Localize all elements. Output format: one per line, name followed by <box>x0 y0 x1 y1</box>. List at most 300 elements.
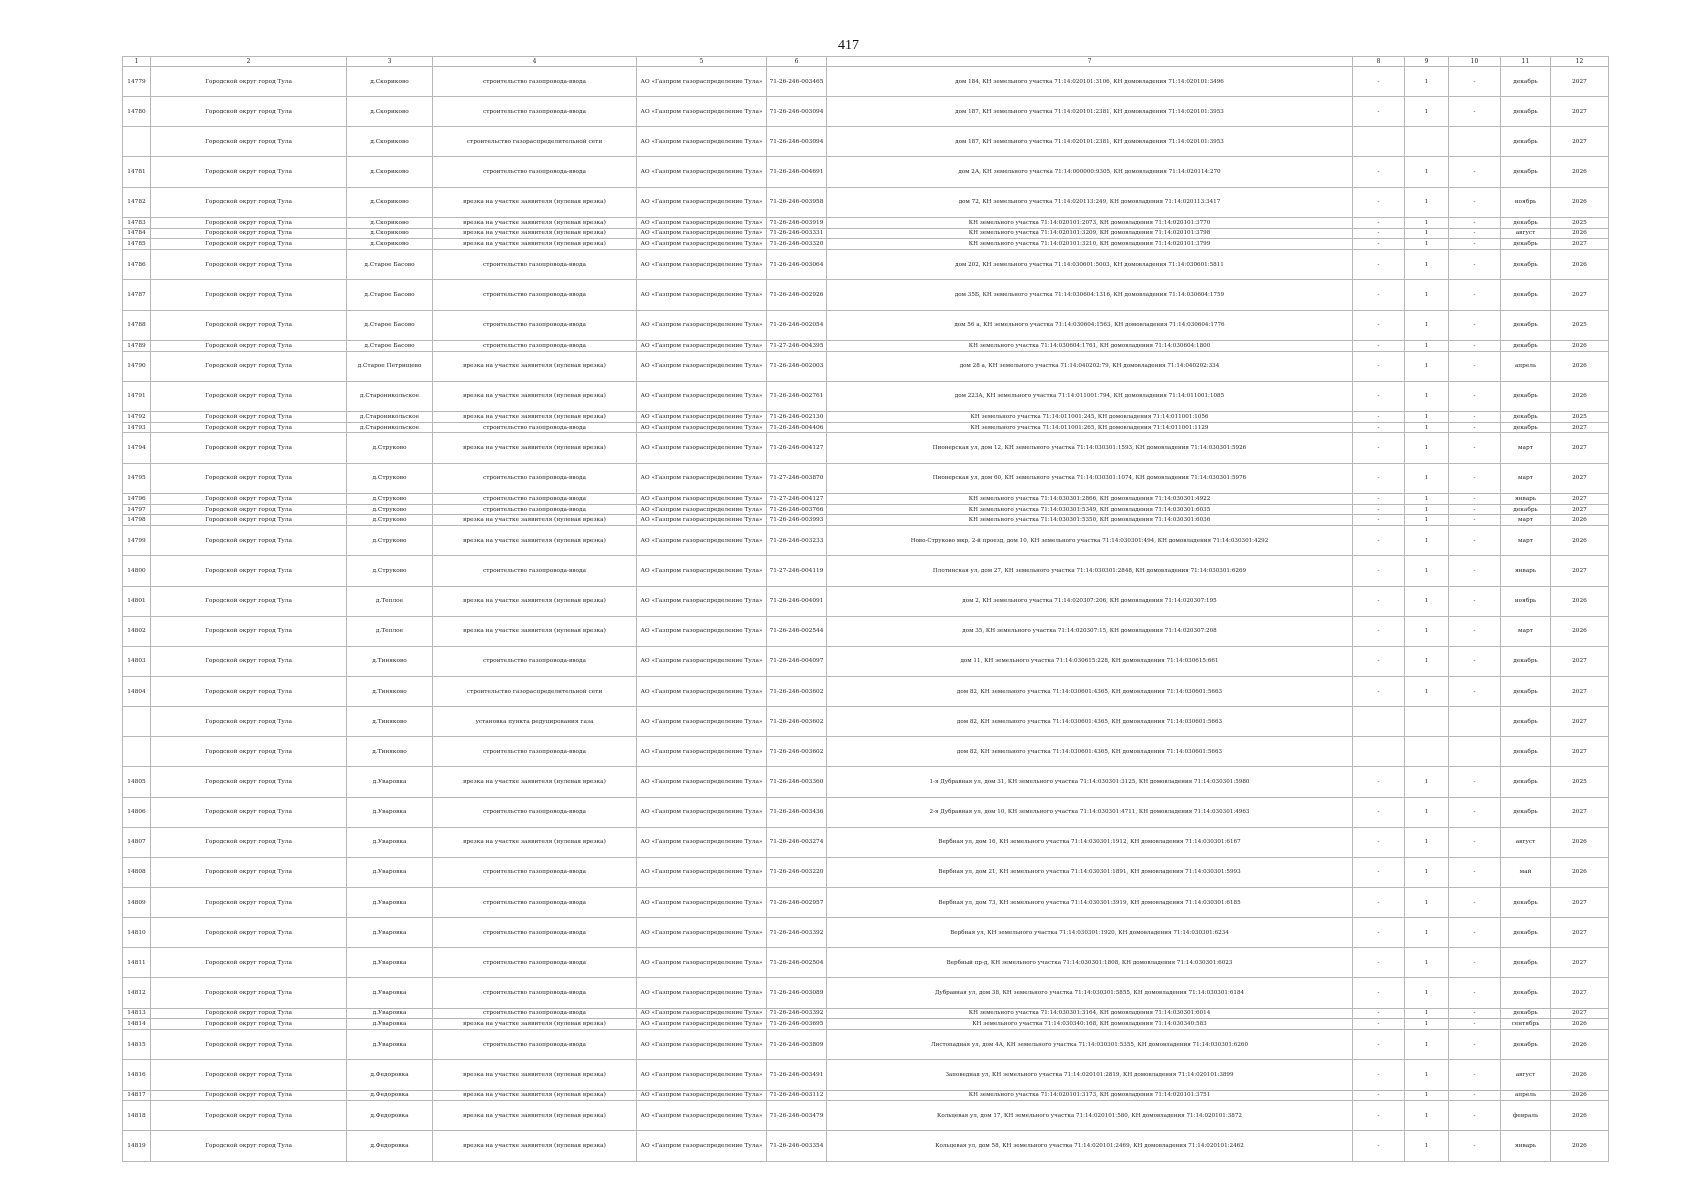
row-number-cell: 14806 <box>123 797 151 827</box>
col9-cell: 1 <box>1405 411 1449 422</box>
row-number-cell: 14783 <box>123 217 151 228</box>
district-cell: Городской округ город Тула <box>151 1060 347 1090</box>
application-code-cell: 71-26-246-004406 <box>767 422 827 433</box>
company-cell: АО «Газпром газораспределение Тула» <box>637 616 767 646</box>
month-cell: декабрь <box>1501 157 1551 187</box>
column-header: 9 <box>1405 57 1449 67</box>
year-cell: 2026 <box>1551 351 1609 381</box>
district-cell: Городской округ город Тула <box>151 433 347 463</box>
col8-cell: - <box>1353 411 1405 422</box>
month-cell: август <box>1501 1060 1551 1090</box>
month-cell: декабрь <box>1501 797 1551 827</box>
row-number-cell: 14796 <box>123 493 151 504</box>
company-cell: АО «Газпром газораспределение Тула» <box>637 767 767 797</box>
district-cell: Городской округ город Тула <box>151 67 347 97</box>
row-number-cell: 14810 <box>123 918 151 948</box>
col9-cell: 1 <box>1405 504 1449 515</box>
locality-cell: д.Федоровка <box>347 1131 433 1162</box>
locality-cell: д.Федоровка <box>347 1101 433 1131</box>
table-row <box>123 707 1609 737</box>
col9-cell: 1 <box>1405 616 1449 646</box>
application-code-cell: 71-26-246-003919 <box>767 217 827 228</box>
col10-cell: - <box>1449 978 1501 1008</box>
month-cell: ноябрь <box>1501 586 1551 616</box>
year-cell: 2027 <box>1551 127 1609 157</box>
row-number-cell: 14779 <box>123 67 151 97</box>
col10-cell: - <box>1449 493 1501 504</box>
col9-cell: 1 <box>1405 239 1449 250</box>
company-cell: АО «Газпром газораспределение Тула» <box>637 676 767 706</box>
year-cell: 2026 <box>1551 515 1609 526</box>
month-cell: декабрь <box>1501 67 1551 97</box>
col8-cell: - <box>1353 217 1405 228</box>
col9-cell: 1 <box>1405 187 1449 217</box>
month-cell: декабрь <box>1501 887 1551 917</box>
table-row <box>123 187 1609 217</box>
year-cell: 2026 <box>1551 857 1609 887</box>
col8-cell: - <box>1353 433 1405 463</box>
district-cell: Городской округ город Тула <box>151 797 347 827</box>
address-cell: Кольцевая ул, дом 17, КН земельного участка 71:14:020101:580, КН домовладения 71:14:020101:3872 <box>827 1101 1353 1131</box>
row-number-cell: 14790 <box>123 351 151 381</box>
address-cell: КН земельного участка 71:14:030301:2866, КН домовладения 71:14:030301:4922 <box>827 493 1353 504</box>
column-header: 4 <box>433 57 637 67</box>
work-type-cell: строительство газопровода-ввода <box>433 887 637 917</box>
year-cell: 2025 <box>1551 411 1609 422</box>
district-cell: Городской округ город Тула <box>151 978 347 1008</box>
col10-cell: - <box>1449 887 1501 917</box>
col10-cell: - <box>1449 1101 1501 1131</box>
locality-cell: д.Струково <box>347 515 433 526</box>
address-cell: дом 82, КН земельного участка 71:14:030601:4365, КН домовладения 71:14:030601:5663 <box>827 707 1353 737</box>
company-cell: АО «Газпром газораспределение Тула» <box>637 504 767 515</box>
month-cell: декабрь <box>1501 97 1551 127</box>
month-cell: январь <box>1501 1131 1551 1162</box>
company-cell: АО «Газпром газораспределение Тула» <box>637 340 767 351</box>
table-row <box>123 676 1609 706</box>
month-cell: декабрь <box>1501 737 1551 767</box>
locality-cell: д.Староникольское <box>347 411 433 422</box>
year-cell: 2027 <box>1551 280 1609 310</box>
work-type-cell: врезка на участке заявителя (нулевая врезка) <box>433 1131 637 1162</box>
district-cell: Городской округ город Тула <box>151 526 347 556</box>
year-cell: 2027 <box>1551 887 1609 917</box>
work-type-cell: врезка на участке заявителя (нулевая врезка) <box>433 526 637 556</box>
locality-cell: д.Струково <box>347 504 433 515</box>
application-code-cell: 71-26-246-003112 <box>767 1090 827 1101</box>
work-type-cell: установка пункта редуцирования газа <box>433 707 637 737</box>
locality-cell: д.Уваровка <box>347 827 433 857</box>
year-cell: 2027 <box>1551 707 1609 737</box>
company-cell: АО «Газпром газораспределение Тула» <box>637 187 767 217</box>
col8-cell: - <box>1353 948 1405 978</box>
address-cell: КН земельного участка 71:14:011001:265, КН домовладения 71:14:011001:1129 <box>827 422 1353 433</box>
company-cell: АО «Газпром газораспределение Тула» <box>637 1101 767 1131</box>
locality-cell: д.Федоровка <box>347 1060 433 1090</box>
application-code-cell: 71-26-246-003958 <box>767 187 827 217</box>
year-cell: 2027 <box>1551 556 1609 586</box>
col9-cell: 1 <box>1405 157 1449 187</box>
district-cell: Городской округ город Тула <box>151 1030 347 1060</box>
col10-cell: - <box>1449 646 1501 676</box>
table-row <box>123 97 1609 127</box>
col10-cell: - <box>1449 515 1501 526</box>
company-cell: АО «Газпром газораспределение Тула» <box>637 797 767 827</box>
address-cell: Ново-Струково мкр, 2-й проезд, дом 10, КН земельного участка 71:14:030301:494, КН домовладения 71:14:030301:4292 <box>827 526 1353 556</box>
year-cell: 2026 <box>1551 250 1609 280</box>
work-type-cell: строительство газопровода-ввода <box>433 504 637 515</box>
locality-cell: д.Уваровка <box>347 887 433 917</box>
col8-cell: - <box>1353 515 1405 526</box>
table-row <box>123 827 1609 857</box>
work-type-cell: строительство газопровода-ввода <box>433 1030 637 1060</box>
col10-cell: - <box>1449 310 1501 340</box>
district-cell: Городской округ город Тула <box>151 827 347 857</box>
row-number-cell: 14800 <box>123 556 151 586</box>
locality-cell: д.Скориково <box>347 217 433 228</box>
company-cell: АО «Газпром газораспределение Тула» <box>637 918 767 948</box>
address-cell: дом 82, КН земельного участка 71:14:030601:4365, КН домовладения 71:14:030601:5663 <box>827 676 1353 706</box>
company-cell: АО «Газпром газораспределение Тула» <box>637 978 767 1008</box>
year-cell: 2027 <box>1551 463 1609 493</box>
district-cell: Городской округ город Тула <box>151 918 347 948</box>
year-cell: 2027 <box>1551 97 1609 127</box>
company-cell: АО «Газпром газораспределение Тула» <box>637 887 767 917</box>
row-number-cell: 14818 <box>123 1101 151 1131</box>
col8-cell: - <box>1353 676 1405 706</box>
district-cell: Городской округ город Тула <box>151 217 347 228</box>
col10-cell: - <box>1449 433 1501 463</box>
work-type-cell: врезка на участке заявителя (нулевая врезка) <box>433 411 637 422</box>
col8-cell: - <box>1353 340 1405 351</box>
work-type-cell: врезка на участке заявителя (нулевая врезка) <box>433 239 637 250</box>
col10-cell: - <box>1449 422 1501 433</box>
column-header: 7 <box>827 57 1353 67</box>
row-number-cell: 14780 <box>123 97 151 127</box>
col10-cell: - <box>1449 504 1501 515</box>
application-code-cell: 71-26-246-003392 <box>767 1008 827 1019</box>
col10-cell: - <box>1449 411 1501 422</box>
work-type-cell: врезка на участке заявителя (нулевая врезка) <box>433 586 637 616</box>
company-cell: АО «Газпром газораспределение Тула» <box>637 250 767 280</box>
col10-cell: - <box>1449 187 1501 217</box>
row-number-cell: 14804 <box>123 676 151 706</box>
locality-cell: д.Староникольское <box>347 381 433 411</box>
table-row <box>123 493 1609 504</box>
district-cell: Городской округ город Тула <box>151 707 347 737</box>
col8-cell: - <box>1353 1019 1405 1030</box>
col9-cell: 1 <box>1405 515 1449 526</box>
work-type-cell: врезка на участке заявителя (нулевая врезка) <box>433 187 637 217</box>
table-row <box>123 1101 1609 1131</box>
district-cell: Городской округ город Тула <box>151 228 347 239</box>
work-type-cell: строительство газопровода-ввода <box>433 422 637 433</box>
col8-cell: - <box>1353 422 1405 433</box>
address-cell: Кольцевая ул, дом 58, КН земельного участка 71:14:020101:2469, КН домовладения 71:14:020101:2462 <box>827 1131 1353 1162</box>
month-cell: декабрь <box>1501 411 1551 422</box>
year-cell: 2026 <box>1551 1131 1609 1162</box>
address-cell: КН земельного участка 71:14:020101:3209, КН домовладения 71:14:020101:3798 <box>827 228 1353 239</box>
col10-cell: - <box>1449 340 1501 351</box>
col9-cell: 1 <box>1405 280 1449 310</box>
work-type-cell: строительство газопровода-ввода <box>433 646 637 676</box>
company-cell: АО «Газпром газораспределение Тула» <box>637 556 767 586</box>
application-code-cell: 71-26-246-003465 <box>767 67 827 97</box>
year-cell: 2026 <box>1551 381 1609 411</box>
address-cell: дом 2А, КН земельного участка 71:14:000000:9305, КН домовладения 71:14:020114:270 <box>827 157 1353 187</box>
year-cell: 2026 <box>1551 1030 1609 1060</box>
address-cell: КН земельного участка 71:14:020101:3210, КН домовладения 71:14:020101:3799 <box>827 239 1353 250</box>
col10-cell: - <box>1449 676 1501 706</box>
locality-cell: д.Теплое <box>347 586 433 616</box>
year-cell: 2026 <box>1551 228 1609 239</box>
table-row <box>123 463 1609 493</box>
row-number-cell: 14813 <box>123 1008 151 1019</box>
col9-cell: 1 <box>1405 1131 1449 1162</box>
col9-cell: 1 <box>1405 948 1449 978</box>
work-type-cell: врезка на участке заявителя (нулевая врезка) <box>433 767 637 797</box>
row-number-cell: 14815 <box>123 1030 151 1060</box>
table-row <box>123 556 1609 586</box>
locality-cell: д.Староникольское <box>347 422 433 433</box>
work-type-cell: врезка на участке заявителя (нулевая врезка) <box>433 515 637 526</box>
application-code-cell: 71-26-246-003320 <box>767 239 827 250</box>
col10-cell: - <box>1449 526 1501 556</box>
table-row <box>123 433 1609 463</box>
address-cell: КН земельного участка 71:14:030340:168, КН домовладения 71:14:030340:583 <box>827 1019 1353 1030</box>
work-type-cell: строительство газораспределительной сети <box>433 676 637 706</box>
col10-cell: - <box>1449 250 1501 280</box>
row-number-cell: 14797 <box>123 504 151 515</box>
col10-cell <box>1449 707 1501 737</box>
locality-cell: д.Старое Басово <box>347 310 433 340</box>
table-row <box>123 1060 1609 1090</box>
work-type-cell: строительство газопровода-ввода <box>433 340 637 351</box>
work-type-cell: врезка на участке заявителя (нулевая врезка) <box>433 351 637 381</box>
work-type-cell: врезка на участке заявителя (нулевая врезка) <box>433 827 637 857</box>
col10-cell: - <box>1449 217 1501 228</box>
address-cell: дом 187, КН земельного участка 71:14:020101:2381, КН домовладения 71:14:020101:3953 <box>827 127 1353 157</box>
col9-cell: 1 <box>1405 67 1449 97</box>
month-cell: март <box>1501 515 1551 526</box>
col10-cell: - <box>1449 1030 1501 1060</box>
col9-cell: 1 <box>1405 1090 1449 1101</box>
table-row <box>123 1008 1609 1019</box>
company-cell: АО «Газпром газораспределение Тула» <box>637 463 767 493</box>
work-type-cell: строительство газопровода-ввода <box>433 556 637 586</box>
col9-cell: 1 <box>1405 646 1449 676</box>
col9-cell: 1 <box>1405 433 1449 463</box>
work-type-cell: врезка на участке заявителя (нулевая врезка) <box>433 433 637 463</box>
locality-cell: д.Уваровка <box>347 978 433 1008</box>
col9-cell: 1 <box>1405 250 1449 280</box>
district-cell: Городской округ город Тула <box>151 411 347 422</box>
district-cell: Городской округ город Тула <box>151 737 347 767</box>
row-number-cell: 14817 <box>123 1090 151 1101</box>
row-number-cell: 14794 <box>123 433 151 463</box>
month-cell: декабрь <box>1501 381 1551 411</box>
month-cell: март <box>1501 463 1551 493</box>
district-cell: Городской округ город Тула <box>151 157 347 187</box>
col9-cell: 1 <box>1405 310 1449 340</box>
address-cell: дом 72, КН земельного участка 71:14:020113:249, КН домовладения 71:14:020113:3417 <box>827 187 1353 217</box>
work-type-cell: строительство газопровода-ввода <box>433 948 637 978</box>
col8-cell: - <box>1353 228 1405 239</box>
company-cell: АО «Газпром газораспределение Тула» <box>637 493 767 504</box>
work-type-cell: строительство газораспределительной сети <box>433 127 637 157</box>
row-number-cell: 14814 <box>123 1019 151 1030</box>
col8-cell: - <box>1353 1131 1405 1162</box>
col10-cell: - <box>1449 463 1501 493</box>
table-row <box>123 857 1609 887</box>
row-number-cell <box>123 707 151 737</box>
col9-cell: 1 <box>1405 351 1449 381</box>
application-code-cell: 71-27-246-004119 <box>767 556 827 586</box>
company-cell: АО «Газпром газораспределение Тула» <box>637 157 767 187</box>
address-cell: КН земельного участка 71:14:030301:5350, КН домовладения 71:14:030301:6036 <box>827 515 1353 526</box>
work-type-cell: врезка на участке заявителя (нулевая врезка) <box>433 1060 637 1090</box>
year-cell: 2026 <box>1551 1060 1609 1090</box>
month-cell: декабрь <box>1501 918 1551 948</box>
district-cell: Городской округ город Тула <box>151 767 347 797</box>
table-row <box>123 1090 1609 1101</box>
col10-cell: - <box>1449 67 1501 97</box>
col9-cell: 1 <box>1405 526 1449 556</box>
district-cell: Городской округ город Тула <box>151 340 347 351</box>
col9-cell: 1 <box>1405 857 1449 887</box>
table-row <box>123 411 1609 422</box>
year-cell: 2026 <box>1551 340 1609 351</box>
application-code-cell: 71-26-246-004127 <box>767 433 827 463</box>
locality-cell: д.Скориково <box>347 157 433 187</box>
locality-cell: д.Скориково <box>347 228 433 239</box>
row-number-cell: 14811 <box>123 948 151 978</box>
application-code-cell: 71-26-246-003392 <box>767 918 827 948</box>
col9-cell: 1 <box>1405 887 1449 917</box>
company-cell: АО «Газпром газораспределение Тула» <box>637 217 767 228</box>
month-cell: декабрь <box>1501 127 1551 157</box>
application-code-cell: 71-26-246-003094 <box>767 97 827 127</box>
locality-cell: д.Уваровка <box>347 1019 433 1030</box>
col10-cell: - <box>1449 239 1501 250</box>
work-type-cell: строительство газопровода-ввода <box>433 310 637 340</box>
table-row <box>123 239 1609 250</box>
column-header: 12 <box>1551 57 1609 67</box>
application-code-cell: 71-27-246-004395 <box>767 340 827 351</box>
row-number-cell: 14819 <box>123 1131 151 1162</box>
application-code-cell: 71-26-246-003094 <box>767 127 827 157</box>
year-cell: 2027 <box>1551 646 1609 676</box>
address-cell: Листопадная ул, дом 4А, КН земельного участка 71:14:030301:5355, КН домовладения 71:14:030301:6260 <box>827 1030 1353 1060</box>
work-type-cell: врезка на участке заявителя (нулевая врезка) <box>433 1019 637 1030</box>
month-cell: март <box>1501 616 1551 646</box>
district-cell: Городской округ город Тула <box>151 1008 347 1019</box>
table-row <box>123 504 1609 515</box>
table-row <box>123 887 1609 917</box>
row-number-cell: 14793 <box>123 422 151 433</box>
column-header: 3 <box>347 57 433 67</box>
table-row <box>123 280 1609 310</box>
col9-cell <box>1405 737 1449 767</box>
col8-cell: - <box>1353 1008 1405 1019</box>
application-code-cell: 71-26-246-003602 <box>767 707 827 737</box>
work-type-cell: врезка на участке заявителя (нулевая врезка) <box>433 1090 637 1101</box>
work-type-cell: строительство газопровода-ввода <box>433 250 637 280</box>
address-cell: дом 187, КН земельного участка 71:14:020101:2381, КН домовладения 71:14:020101:3953 <box>827 97 1353 127</box>
col8-cell: - <box>1353 381 1405 411</box>
address-cell: Вербная ул, дом 21, КН земельного участка 71:14:030301:1891, КН домовладения 71:14:030301:5993 <box>827 857 1353 887</box>
col9-cell: 1 <box>1405 97 1449 127</box>
col10-cell <box>1449 127 1501 157</box>
col9-cell: 1 <box>1405 918 1449 948</box>
application-code-cell: 71-26-246-003809 <box>767 1030 827 1060</box>
year-cell: 2027 <box>1551 239 1609 250</box>
year-cell: 2026 <box>1551 586 1609 616</box>
col9-cell: 1 <box>1405 586 1449 616</box>
col10-cell: - <box>1449 381 1501 411</box>
col9-cell: 1 <box>1405 767 1449 797</box>
district-cell: Городской округ город Тула <box>151 1090 347 1101</box>
address-cell: Вербная ул, дом 16, КН земельного участка 71:14:030301:1912, КН домовладения 71:14:030301:6167 <box>827 827 1353 857</box>
locality-cell: д.Уваровка <box>347 1030 433 1060</box>
company-cell: АО «Газпром газораспределение Тула» <box>637 646 767 676</box>
month-cell: декабрь <box>1501 280 1551 310</box>
application-code-cell: 71-26-246-002054 <box>767 310 827 340</box>
district-cell: Городской округ город Тула <box>151 250 347 280</box>
work-type-cell: строительство газопровода-ввода <box>433 1008 637 1019</box>
month-cell: январь <box>1501 493 1551 504</box>
col10-cell: - <box>1449 1090 1501 1101</box>
col8-cell: - <box>1353 918 1405 948</box>
row-number-cell: 14799 <box>123 526 151 556</box>
address-cell: 2-я Дубравная ул, дом 10, КН земельного участка 71:14:030301:4711, КН домовладения 71:14:030301:4963 <box>827 797 1353 827</box>
table-row <box>123 381 1609 411</box>
locality-cell: д.Струково <box>347 433 433 463</box>
table-row <box>123 67 1609 97</box>
application-code-cell: 71-26-246-004097 <box>767 646 827 676</box>
company-cell: АО «Газпром газораспределение Тула» <box>637 127 767 157</box>
company-cell: АО «Газпром газораспределение Тула» <box>637 707 767 737</box>
col9-cell: 1 <box>1405 217 1449 228</box>
locality-cell: д.Скориково <box>347 67 433 97</box>
company-cell: АО «Газпром газораспределение Тула» <box>637 280 767 310</box>
row-number-cell: 14807 <box>123 827 151 857</box>
col9-cell: 1 <box>1405 797 1449 827</box>
month-cell: август <box>1501 228 1551 239</box>
year-cell: 2025 <box>1551 217 1609 228</box>
col10-cell <box>1449 737 1501 767</box>
table-row <box>123 948 1609 978</box>
col8-cell: - <box>1353 187 1405 217</box>
district-cell: Городской округ город Тула <box>151 857 347 887</box>
locality-cell: д.Уваровка <box>347 797 433 827</box>
company-cell: АО «Газпром газораспределение Тула» <box>637 411 767 422</box>
col8-cell: - <box>1353 1090 1405 1101</box>
address-cell: дом 202, КН земельного участка 71:14:030601:5003, КН домовладения 71:14:030601:5811 <box>827 250 1353 280</box>
col8-cell <box>1353 127 1405 157</box>
district-cell: Городской округ город Тула <box>151 504 347 515</box>
table-row <box>123 127 1609 157</box>
col8-cell: - <box>1353 767 1405 797</box>
year-cell: 2027 <box>1551 797 1609 827</box>
year-cell: 2027 <box>1551 737 1609 767</box>
col10-cell: - <box>1449 280 1501 310</box>
month-cell: сентябрь <box>1501 1019 1551 1030</box>
year-cell: 2027 <box>1551 948 1609 978</box>
table-row <box>123 978 1609 1008</box>
district-cell: Городской округ город Тула <box>151 646 347 676</box>
locality-cell: д.Тиняково <box>347 646 433 676</box>
